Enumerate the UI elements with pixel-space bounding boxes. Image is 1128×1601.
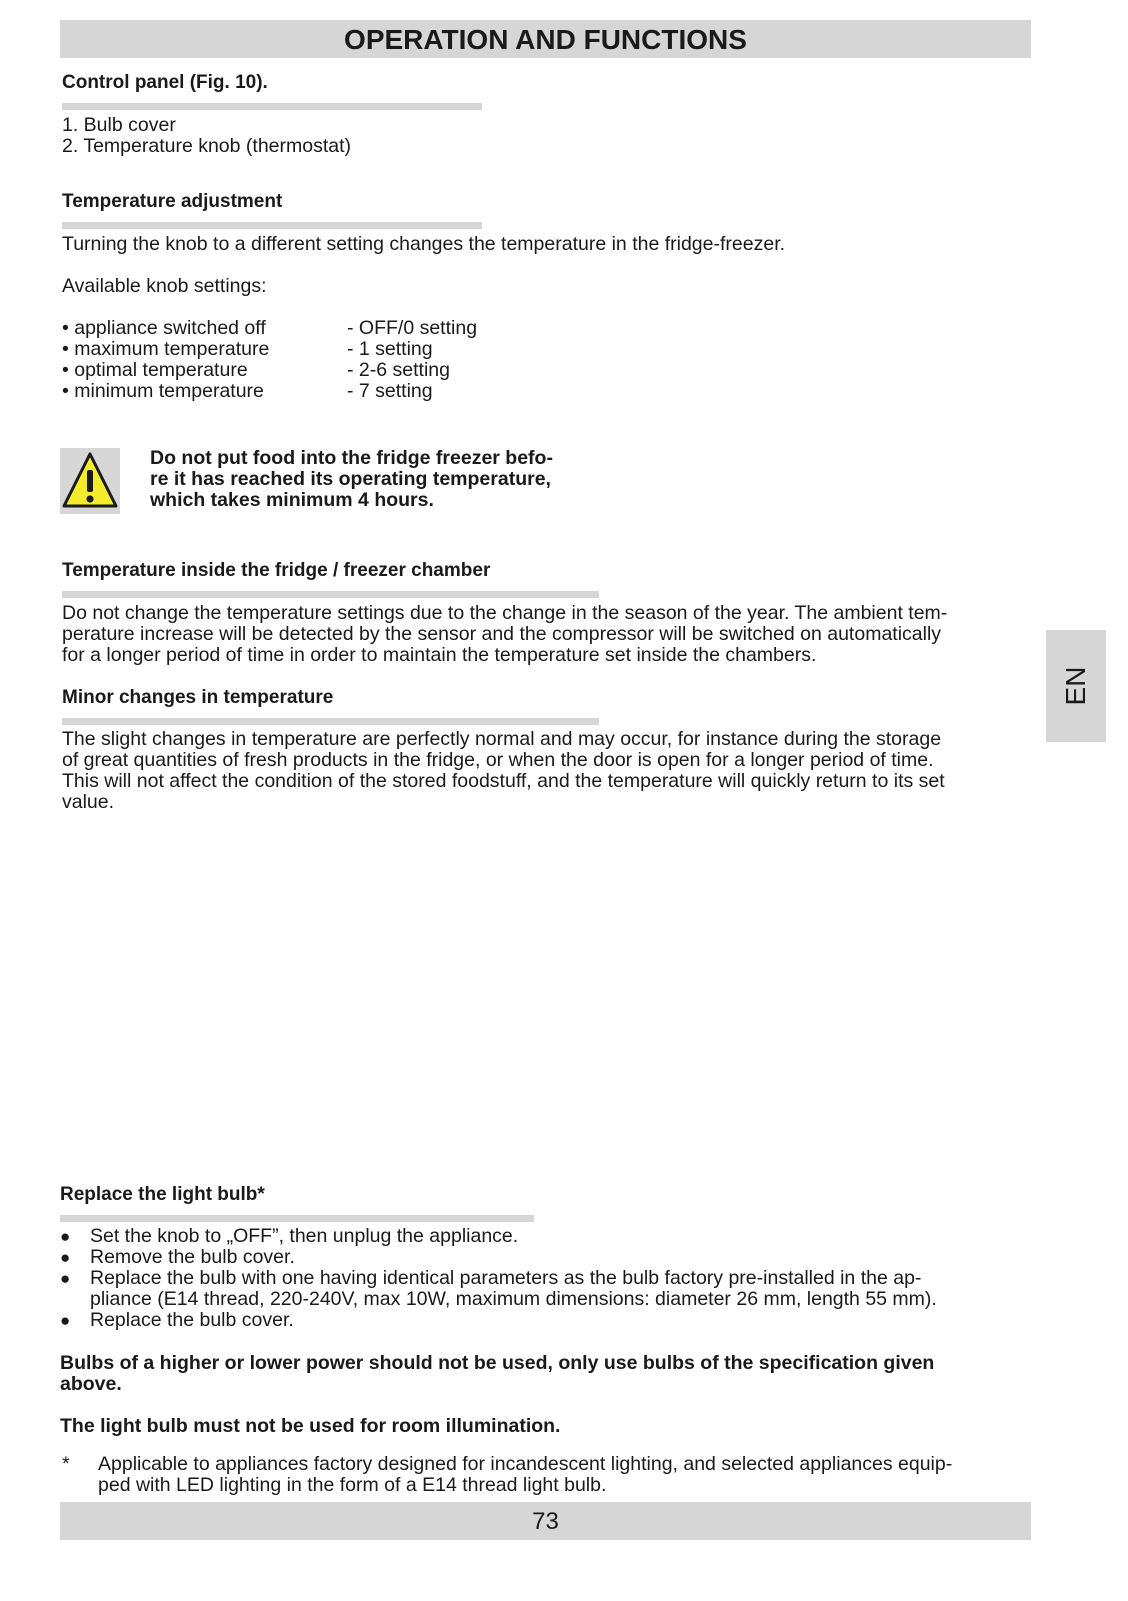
footnote <box>60 1454 1078 1496</box>
step-text: Replace the bulb with one having identical parameters as the bulb factory pre-installed in the ap- <box>90 1267 922 1289</box>
text-line: for a longer period of time in order to maintain the temperature set inside the chambers. <box>62 644 817 666</box>
list-item <box>62 339 477 360</box>
list-item: 2. Temperature knob (thermostat) <box>62 135 352 157</box>
list-item: 1. Bulb cover <box>62 114 176 136</box>
setting-state: • optimal temperature <box>62 359 248 381</box>
bullet-icon: ● <box>60 1227 71 1246</box>
footnote-marker: * <box>62 1453 70 1475</box>
bulb-power-warning <box>60 1353 934 1395</box>
step-text: Set the knob to „OFF”, then unplug the appliance. <box>90 1225 519 1247</box>
warning-line: Do not put food into the fridge freezer befo- <box>150 447 553 469</box>
chamber-temperature-heading: Temperature inside the fridge / freezer chamber <box>62 560 491 581</box>
setting-value: - OFF/0 setting <box>347 317 478 339</box>
list-item <box>62 360 477 381</box>
setting-value: - 2-6 setting <box>347 359 450 381</box>
warning-line: which takes minimum 4 hours. <box>150 489 434 511</box>
section-rule <box>62 103 482 110</box>
illumination-note: The light bulb must not be used for room illumination. <box>60 1415 561 1437</box>
control-panel-list <box>62 115 351 157</box>
control-panel-heading: Control panel (Fig. 10). <box>62 72 268 93</box>
available-settings-label: Available knob settings: <box>62 275 267 297</box>
temperature-adjustment-text: Turning the knob to a different setting changes the temperature in the fridge-freezer. <box>62 233 786 255</box>
bullet-icon: ● <box>60 1269 71 1288</box>
text-line: Do not change the temperature settings due to the change in the season of the year. The ambient tem- <box>62 602 948 624</box>
light-bulb-heading: Replace the light bulb* <box>60 1184 265 1205</box>
list-item <box>60 1310 1040 1331</box>
bullet-icon: ● <box>60 1248 71 1267</box>
section-rule <box>62 591 599 598</box>
step-text: Replace the bulb cover. <box>90 1309 294 1331</box>
chamber-temperature-text <box>62 603 947 666</box>
language-tab <box>1046 630 1106 742</box>
text-line: The slight changes in temperature are perfectly normal and may occur, for instance during the storage <box>62 728 942 750</box>
text-line: ped with LED lighting in the form of a E14 thread light bulb. <box>98 1474 607 1496</box>
list-item <box>62 381 477 402</box>
text-line: of great quantities of fresh products in the fridge, or when the door is open for a longer period of time. <box>62 749 934 771</box>
list-item <box>60 1268 1040 1310</box>
text-line: This will not affect the condition of the stored foodstuff, and the temperature will quickly return to its set <box>62 770 945 792</box>
minor-changes-text <box>62 729 945 813</box>
step-text: Remove the bulb cover. <box>90 1246 295 1268</box>
setting-state: • minimum temperature <box>62 380 264 402</box>
light-bulb-steps <box>60 1226 1040 1331</box>
section-rule <box>62 222 482 229</box>
list-item <box>62 318 477 339</box>
knob-settings-list <box>62 318 477 402</box>
text-line: Bulbs of a higher or lower power should not be used, only use bulbs of the specification given <box>60 1352 935 1374</box>
setting-value: - 7 setting <box>347 380 433 402</box>
warning-triangle-icon <box>60 448 120 514</box>
minor-changes-heading: Minor changes in temperature <box>62 687 334 708</box>
page-number: 73 <box>60 1502 1031 1540</box>
page-header-title: OPERATION AND FUNCTIONS <box>60 20 1031 58</box>
list-item <box>60 1226 1040 1247</box>
list-item <box>60 1247 1040 1268</box>
temperature-adjustment-heading: Temperature adjustment <box>62 191 283 212</box>
text-line: value. <box>62 791 115 813</box>
text-line: Applicable to appliances factory designed for incandescent lighting, and selected appliances equip- <box>98 1453 953 1475</box>
warning-text <box>150 448 620 511</box>
setting-state: • appliance switched off <box>62 317 266 339</box>
bullet-icon: ● <box>60 1311 71 1330</box>
setting-value: - 1 setting <box>347 338 433 360</box>
section-rule <box>62 718 599 725</box>
text-line: above. <box>60 1373 122 1395</box>
section-rule <box>60 1215 534 1222</box>
warning-line: re it has reached its operating temperature, <box>150 468 551 490</box>
step-text: pliance (E14 thread, 220-240V, max 10W, maximum dimensions: diameter 26 mm, length 55 mm). <box>90 1288 937 1310</box>
text-line: perature increase will be detected by the sensor and the compressor will be switched on automatically <box>62 623 942 645</box>
language-tab-label: EN <box>1060 666 1091 706</box>
setting-state: • maximum temperature <box>62 338 270 360</box>
